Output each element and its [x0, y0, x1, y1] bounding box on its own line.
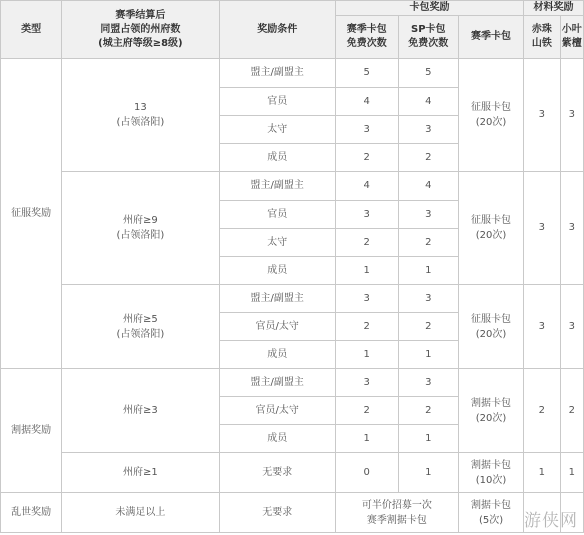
count-cell: 未满足以上 — [62, 493, 219, 533]
sp-free-cell: 1 — [398, 425, 458, 453]
season-free-cell: 3 — [335, 369, 398, 397]
mat1-cell: 3 — [524, 59, 561, 172]
mat1-cell: 1 — [524, 453, 561, 493]
mat2-cell: 3 — [560, 172, 583, 285]
sp-free-cell: 2 — [398, 144, 458, 172]
sp-free-cell: 1 — [398, 341, 458, 369]
table-row — [1, 493, 584, 533]
sp-free-cell: 1 — [398, 453, 458, 493]
table-row — [1, 285, 584, 313]
sp-free-cell: 3 — [398, 201, 458, 229]
mat2-cell: 2 — [560, 369, 583, 453]
condition-cell: 无要求 — [219, 493, 335, 533]
header-type: 类型 — [1, 1, 62, 59]
mat2-cell: 3 — [560, 59, 583, 172]
type-cell: 乱世奖励 — [1, 493, 62, 533]
header-pack-group: 卡包奖励 — [335, 1, 523, 16]
season-free-cell: 3 — [335, 201, 398, 229]
condition-cell: 官员 — [219, 88, 335, 116]
condition-cell: 成员 — [219, 257, 335, 285]
mat1-cell: 3 — [524, 285, 561, 369]
condition-cell: 太守 — [219, 116, 335, 144]
header-condition: 奖励条件 — [219, 1, 335, 59]
header-count: 赛季结算后 同盟占领的州府数 (城主府等级≥8级) — [62, 1, 219, 59]
mat1-cell: 3 — [524, 172, 561, 285]
sp-free-cell: 2 — [398, 397, 458, 425]
season-free-cell: 2 — [335, 229, 398, 257]
season-free-cell: 2 — [335, 144, 398, 172]
condition-cell: 盟主/副盟主 — [219, 172, 335, 201]
season-free-cell: 2 — [335, 313, 398, 341]
condition-cell: 成员 — [219, 341, 335, 369]
sp-free-cell: 1 — [398, 257, 458, 285]
mat2-cell: 3 — [560, 285, 583, 369]
condition-cell: 盟主/副盟主 — [219, 369, 335, 397]
count-cell: 州府≥1 — [62, 453, 219, 493]
mat1-cell: 2 — [524, 369, 561, 453]
season-free-cell: 0 — [335, 453, 398, 493]
sp-free-cell: 3 — [398, 369, 458, 397]
header-sp-free: SP卡包 免费次数 — [398, 16, 458, 59]
season-free-cell: 1 — [335, 425, 398, 453]
count-cell: 州府≥5 (占领洛阳) — [62, 285, 219, 369]
condition-cell: 成员 — [219, 144, 335, 172]
season-free-cell: 3 — [335, 116, 398, 144]
condition-cell: 盟主/副盟主 — [219, 59, 335, 88]
table-row — [1, 369, 584, 397]
type-cell: 征服奖励 — [1, 59, 62, 369]
sp-free-cell: 3 — [398, 116, 458, 144]
mat2-cell: 1 — [560, 453, 583, 493]
condition-cell: 官员/太守 — [219, 313, 335, 341]
season-free-cell: 5 — [335, 59, 398, 88]
header-season-pack: 赛季卡包 — [459, 16, 524, 59]
header-material-group: 材料奖励 — [524, 1, 584, 16]
pack-cell: 征服卡包 (20次) — [459, 172, 524, 285]
condition-cell: 无要求 — [219, 453, 335, 493]
season-free-cell: 3 — [335, 285, 398, 313]
condition-cell: 官员/太守 — [219, 397, 335, 425]
condition-cell: 成员 — [219, 425, 335, 453]
table-row — [1, 59, 584, 88]
table-row — [1, 453, 584, 493]
pack-cell: 征服卡包 (20次) — [459, 285, 524, 369]
sp-free-cell: 4 — [398, 88, 458, 116]
sp-free-cell: 2 — [398, 229, 458, 257]
pack-cell: 征服卡包 (20次) — [459, 59, 524, 172]
count-cell: 州府≥3 — [62, 369, 219, 453]
season-free-cell: 4 — [335, 172, 398, 201]
sp-free-cell: 4 — [398, 172, 458, 201]
type-cell: 割据奖励 — [1, 369, 62, 493]
free-recruit-cell: 可半价招募一次 赛季割据卡包 — [335, 493, 458, 533]
condition-cell: 官员 — [219, 201, 335, 229]
header-mat2: 小叶 紫檀 — [560, 16, 583, 59]
season-free-cell: 2 — [335, 397, 398, 425]
watermark: 游侠网 — [524, 511, 578, 531]
season-free-cell: 1 — [335, 257, 398, 285]
season-free-cell: 1 — [335, 341, 398, 369]
header-season-free: 赛季卡包 免费次数 — [335, 16, 398, 59]
condition-cell: 太守 — [219, 229, 335, 257]
table-row — [1, 172, 584, 201]
sp-free-cell: 2 — [398, 313, 458, 341]
count-cell: 州府≥9 (占领洛阳) — [62, 172, 219, 285]
pack-cell: 割据卡包 (5次) — [459, 493, 524, 533]
sp-free-cell: 3 — [398, 285, 458, 313]
condition-cell: 盟主/副盟主 — [219, 285, 335, 313]
pack-cell: 割据卡包 (10次) — [459, 453, 524, 493]
count-cell: 13 (占领洛阳) — [62, 59, 219, 172]
sp-free-cell: 5 — [398, 59, 458, 88]
header-mat1: 赤珠 山铁 — [524, 16, 561, 59]
season-free-cell: 4 — [335, 88, 398, 116]
pack-cell: 割据卡包 (20次) — [459, 369, 524, 453]
